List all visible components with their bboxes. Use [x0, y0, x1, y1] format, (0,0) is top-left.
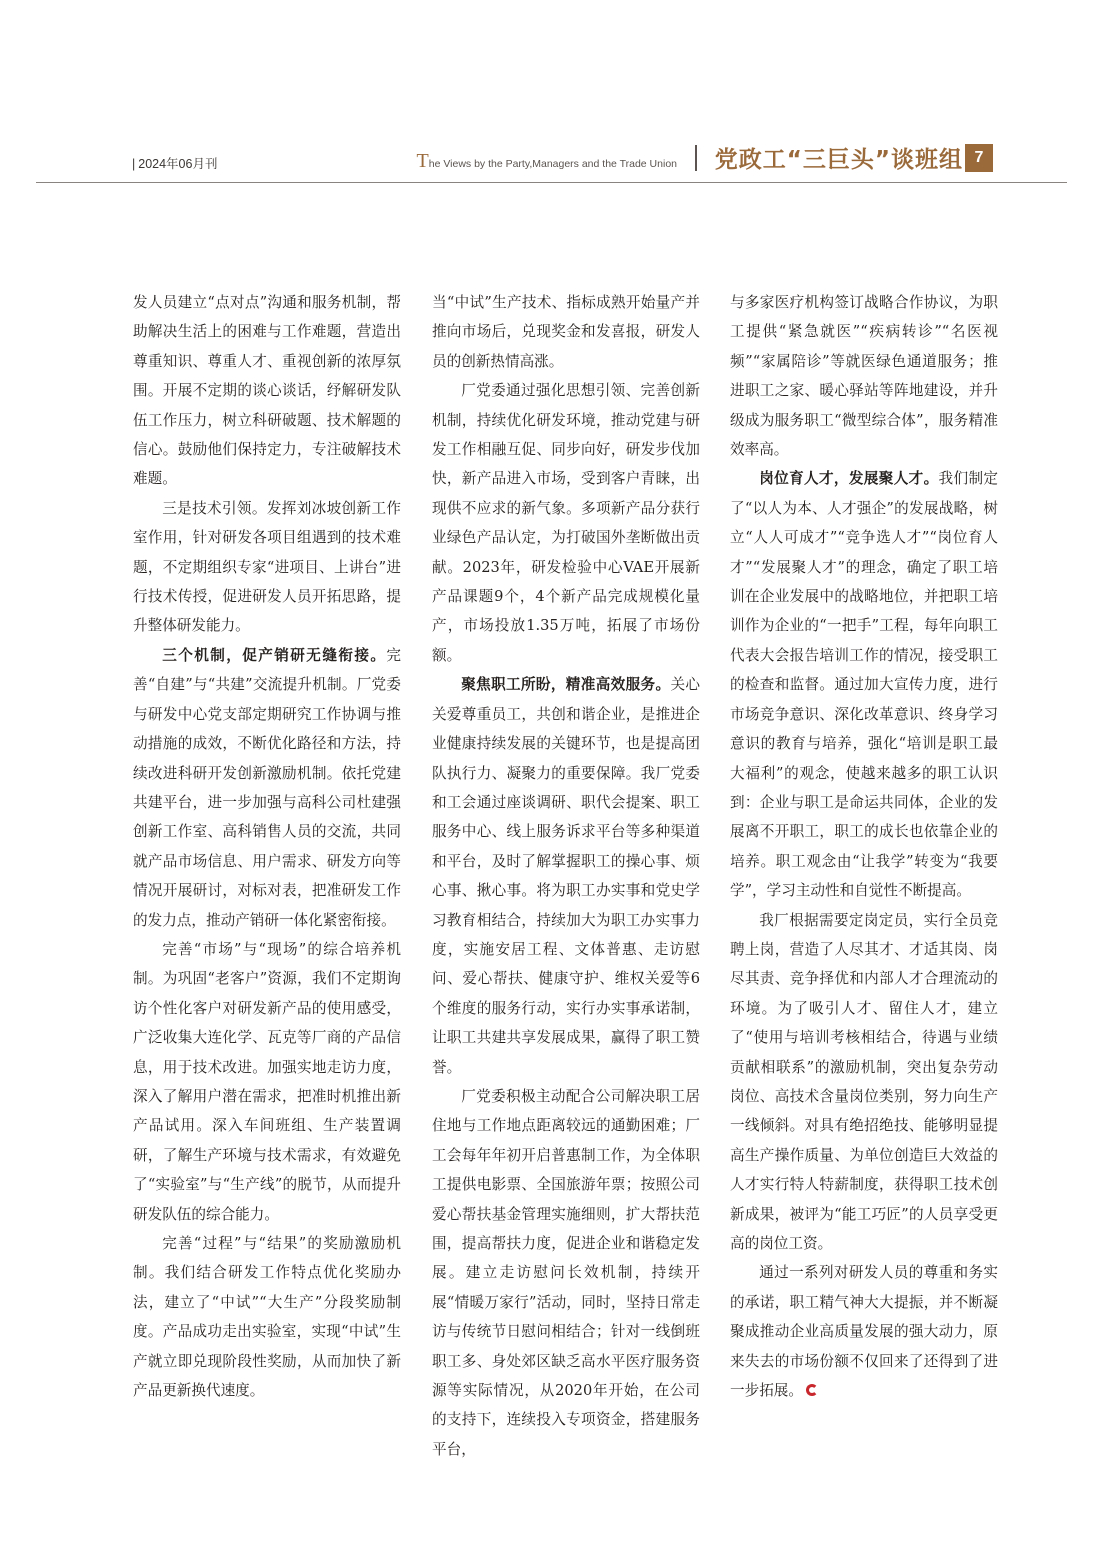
- paragraph: [133, 935, 401, 1229]
- issue-label: | 2024年06月刊: [132, 157, 218, 171]
- paragraph-text: 我厂根据需要定岗定员，实行全员竞聘上岗，营造了人尽其才、才适其岗、岗尽其责、竞争择优和内部人才合理流动的环境。为了吸引人才、留住人才，建立了“使用与培训考核相结合，待遇与业绩贡献相联系”的激励机制，突出复杂劳动岗位、高技术含量岗位类别，努力向生产一线倾斜。对具有绝招绝技、能够明显提高生产操作质量、为单位创造巨大效益的人才实行特人特薪制度，获得职工技术创新成果，被评为“能工巧匠”的人员享受更高的岗位工资。: [730, 911, 998, 1252]
- paragraph-text: 完善“过程”与“结果”的奖励激励机制。我们结合研发工作特点优化奖励办法，建立了“中试”“大生产”分段奖励制度。产品成功走出实验室，实现“中试”生产就立即兑现阶段性奖励，从而加快了新产品更新换代速度。: [133, 1235, 401, 1400]
- paragraph-text: 我们制定了“以人为本、人才强企”的发展战略，树立“人人可成才”“竞争选人才”“岗位育人才”“发展聚人才”的理念，确定了职工培训在企业发展中的战略地位，并把职工培训作为企业的“一把手”工程，每年向职工代表大会报告培训工作的情况，接受职工的检查和监督。通过加大宣传力度，进行市场竞争意识、深化改革意识、终身学习意识的教育与培养，强化“培训是职工最大福利”的观念，使越来越多的职工认识到：企业与职工是命运共同体，企业的发展离不开职工，职工的成长也依靠企业的培养。职工观念由“让我学”转变为“我要学”，学习主动性和自觉性不断提高。: [730, 470, 998, 900]
- paragraph-text: 通过一系列对研发人员的尊重和务实的承诺，职工精气神大大提振，并不断凝聚成推动企业高质量发展的强大动力，原来失去的市场份额不仅回来了还得到了进一步拓展。: [730, 1264, 998, 1400]
- english-subtitle: [417, 150, 677, 173]
- english-initial: T: [416, 150, 429, 172]
- paragraph-lead: 岗位育人才，发展聚人才。: [759, 470, 939, 488]
- paragraph: [133, 641, 401, 935]
- paragraph-lead: 聚焦职工所盼，精准高效服务。: [461, 676, 671, 694]
- paragraph: [432, 376, 700, 670]
- header-separator: [695, 145, 697, 171]
- article-end-icon: [806, 1384, 818, 1396]
- paragraph-text: 厂党委通过强化思想引领、完善创新机制，持续优化研发环境，推动党建与研发工作相融互促、同步向好，研发步伐加快，新产品进入市场，受到客户青睐，出现供不应求的新气象。多项新产品分获行业绿色产品认定，为打破国外垄断做出贡献。2023年，研发检验中心VAE开展新产品课题9个，4个新产品完成规模化量产，市场投放1.35万吨，拓展了市场份额。: [432, 382, 700, 664]
- paragraph: [730, 906, 998, 1259]
- paragraph-text: 完善“市场”与“现场”的综合培养机制。为巩固“老客户”资源，我们不定期询访个性化客户对研发新产品的使用感受，广泛收集大连化学、瓦克等厂商的产品信息，用于技术改进。加强实地走访力度，深入了解用户潜在需求，把准时机推出新产品试用。深入车间班组、生产装置调研，了解生产环境与技术需求，有效避免了“实验室”与“生产线”的脱节，从而提升研发队伍的综合能力。: [133, 940, 401, 1223]
- paragraph: [730, 288, 998, 464]
- paragraph: [133, 288, 401, 494]
- column-title: 党政工“三巨头”谈班组: [714, 147, 963, 173]
- english-rest: he Views by the Party,Managers and the Trade Union: [428, 158, 677, 170]
- paragraph-text: 当“中试”生产技术、指标成熟开始量产并推向市场后，兑现奖金和发喜报，研发人员的创新热情高涨。: [432, 294, 700, 370]
- paragraph: [730, 1258, 998, 1405]
- paragraph: [730, 464, 998, 905]
- page-header: [36, 140, 1067, 183]
- page-number: 7: [965, 144, 993, 172]
- paragraph: [133, 494, 401, 641]
- text-column-1: [133, 288, 401, 1405]
- paragraph-text: 发人员建立“点对点”沟通和服务机制，帮助解决生活上的困难与工作难题，营造出尊重知识、尊重人才、重视创新的浓厚氛围。开展不定期的谈心谈话，纾解研发队伍工作压力，树立科研破题、技术解题的信心。鼓励他们保持定力，专注破解技术难题。: [133, 294, 401, 488]
- text-column-3: [730, 288, 998, 1405]
- paragraph-text: 厂党委积极主动配合公司解决职工居住地与工作地点距离较远的通勤困难；厂工会每年年初开启普惠制工作，为全体职工提供电影票、全国旅游年票；按照公司爱心帮扶基金管理实施细则，扩大帮扶范围，提高帮扶力度，促进企业和谐稳定发展。建立走访慰问长效机制，持续开展“情暖万家行”活动，同时，坚持日常走访与传统节日慰问相结合；针对一线倒班职工多、身处郊区缺乏高水平医疗服务资源等实际情况，从2020年开始，在公司的支持下，连续投入专项资金，搭建服务平台，: [432, 1087, 700, 1458]
- text-column-2: [432, 288, 700, 1464]
- paragraph: [432, 670, 700, 1082]
- paragraph-text: 完善“自建”与“共建”交流提升机制。厂党委与研发中心党支部定期研究工作协调与推动措施的成效，不断优化路径和方法，持续改进科研开发创新激励机制。依托党建共建平台，进一步加强与高科公司杜建强创新工作室、高科销售人员的交流，共同就产品市场信息、用户需求、研发方向等情况开展研讨，对标对表，把准研发工作的发力点，推动产销研一体化紧密衔接。: [133, 646, 401, 929]
- paragraph-text: 关心关爱尊重员工，共创和谐企业，是推进企业健康持续发展的关键环节，也是提高团队执行力、凝聚力的重要保障。我厂党委和工会通过座谈调研、职代会提案、职工服务中心、线上服务诉求平台等多种渠道和平台，及时了解掌握职工的操心事、烦心事、揪心事。将为职工办实事和党史学习教育相结合，持续加大为职工办实事力度，实施安居工程、文体普惠、走访慰问、爱心帮扶、健康守护、维权关爱等6个维度的服务行动，实行办实事承诺制，让职工共建共享发展成果，赢得了职工赞誉。: [432, 676, 700, 1076]
- paragraph: [133, 1229, 401, 1405]
- paragraph-lead: 三个机制，促产销研无缝衔接。: [162, 646, 387, 664]
- paragraph: [432, 1082, 700, 1464]
- paragraph: [432, 288, 700, 376]
- paragraph-text: 三是技术引领。发挥刘冰坡创新工作室作用，针对研发各项目组遇到的技术难题，不定期组织专家“进项目、上讲台”进行技术传授，促进研发人员开拓思路，提升整体研发能力。: [133, 499, 401, 635]
- paragraph-text: 与多家医疗机构签订战略合作协议，为职工提供“紧急就医”“疾病转诊”“名医视频”“家属陪诊”等就医绿色通道服务；推进职工之家、暖心驿站等阵地建设，并升级成为服务职工“微型综合体”，服务精准效率高。: [730, 294, 998, 459]
- issue-text: 2024年06月刊: [138, 157, 218, 171]
